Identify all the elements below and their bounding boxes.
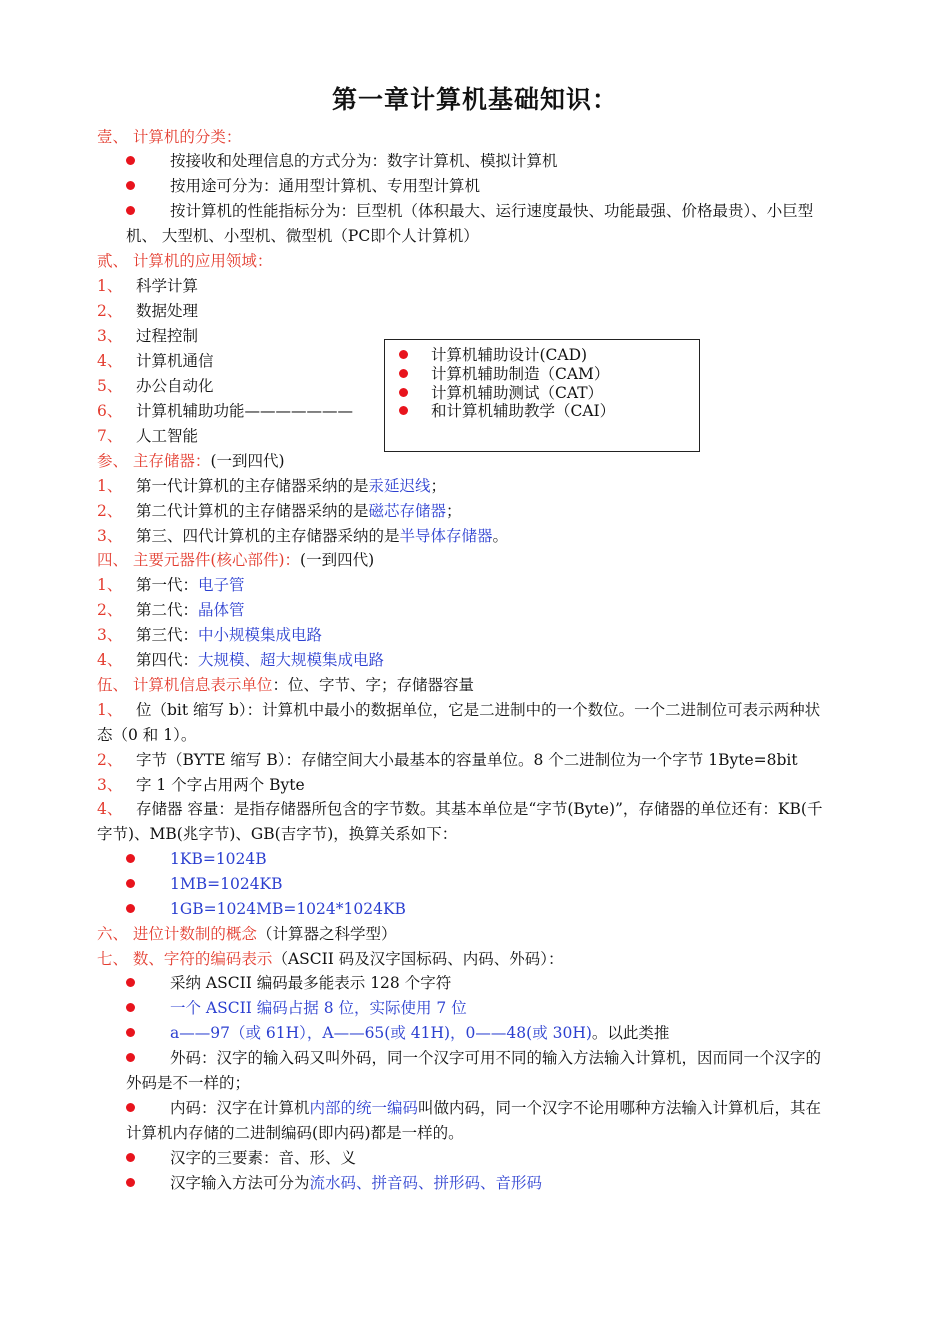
s3-num: 2、 [97, 502, 123, 520]
section-3-heading: 参、 主存储器：(一到四代) [97, 452, 285, 470]
box-item: 计算机辅助设计(CAD) [431, 346, 588, 364]
s3-item: 第二代计算机的主存储器采纳的是磁芯存储器； [136, 502, 462, 520]
s4-num: 4、 [97, 651, 123, 669]
s5-item-2: 字节（BYTE 缩写 B）：存储空间大小最基本的容量单位。8 个二进制位为一个字节 1Byte=8bit [136, 751, 798, 769]
s4-num: 2、 [97, 601, 123, 619]
bullet-icon [126, 904, 135, 913]
s2-item: 人工智能 [136, 427, 199, 445]
box-item: 计算机辅助测试（CAT） [431, 384, 604, 402]
s2-num: 4、 [97, 352, 123, 370]
s2-item: 过程控制 [136, 327, 199, 345]
s7-bullet-3: a——97（或 61H），A——65(或 41H)，0——48(或 30H)。以此类推 [170, 1024, 670, 1042]
section-4-heading: 四、 主要元器件(核心部件)：(一到四代) [97, 551, 375, 569]
s4-num: 1、 [97, 576, 123, 594]
section-1-heading: 壹、 计算机的分类： [97, 128, 242, 146]
s2-num: 6、 [97, 402, 123, 420]
section-2-heading: 贰、 计算机的应用领域： [97, 252, 273, 270]
bullet-icon [126, 854, 135, 863]
s3-item: 第一代计算机的主存储器采纳的是汞延迟线； [136, 477, 447, 495]
bullet-icon [126, 1103, 135, 1112]
s3-num: 3、 [97, 527, 123, 545]
s2-item: 科学计算 [136, 277, 199, 295]
s5-item-4a: 存储器 容量：是指存储器所包含的字节数。其基本单位是“字节(Byte)”，存储器的单位还有：KB(千 [136, 800, 823, 818]
computer-aided-box [384, 339, 700, 452]
bullet-icon [399, 369, 408, 378]
s3-item: 第三、四代计算机的主存储器采纳的是半导体存储器。 [136, 527, 509, 545]
s7-bullet-4a: 外码：汉字的输入码又叫外码，同一个汉字可用不同的输入方法输入计算机，因而同一个汉字的 [170, 1049, 822, 1067]
s5-num: 2、 [97, 751, 123, 769]
page-title: 第一章计算机基础知识： [331, 85, 618, 114]
s7-bullet-5a: 内码：汉字在计算机内部的统一编码叫做内码，同一个汉字不论用哪种方法输入计算机后，其在 [170, 1099, 822, 1117]
s5-num: 4、 [97, 800, 123, 818]
s2-num: 1、 [97, 277, 123, 295]
s7-bullet-4b: 外码是不一样的； [126, 1074, 251, 1092]
s4-item: 第一代：电子管 [136, 576, 245, 594]
bullet-icon [126, 1178, 135, 1187]
s1-bullet-2: 按用途可分为：通用型计算机、专用型计算机 [170, 177, 481, 195]
s2-num: 2、 [97, 302, 123, 320]
box-item: 计算机辅助制造（CAM） [431, 365, 610, 383]
s3-num: 1、 [97, 477, 123, 495]
s5-item-3: 字 1 个字占用两个 Byte [136, 776, 305, 794]
bullet-icon [126, 1153, 135, 1162]
bullet-icon [126, 1053, 135, 1062]
s2-num: 7、 [97, 427, 123, 445]
s7-bullet-2: 一个 ASCII 编码占据 8 位，实际使用 7 位 [170, 999, 467, 1017]
bullet-icon [126, 1028, 135, 1037]
s5-item-1a: 位（bit 缩写 b）：计算机中最小的数据单位，它是二进制中的一个数位。一个二进制位可表示两种状 [136, 701, 821, 719]
s5-item-1b: 态（0 和 1）。 [97, 726, 197, 744]
s4-item: 第四代：大规模、超大规模集成电路 [136, 651, 385, 669]
section-7-heading: 七、 数、字符的编码表示（ASCII 码及汉字国标码、内码、外码）： [97, 950, 564, 968]
s2-item: 计算机通信 [136, 352, 214, 370]
bullet-icon [399, 388, 408, 397]
s7-bullet-1: 采纳 ASCII 编码最多能表示 128 个字符 [170, 974, 452, 992]
bullet-icon [399, 350, 408, 359]
bullet-icon [126, 206, 135, 215]
s2-item: 数据处理 [136, 302, 199, 320]
conversion-item: 1MB=1024KB [170, 875, 283, 893]
bullet-icon [126, 978, 135, 987]
s2-num: 3、 [97, 327, 123, 345]
s4-item: 第三代：中小规模集成电路 [136, 626, 323, 644]
s1-bullet-3a: 按计算机的性能指标分为：巨型机（体积最大、运行速度最快、功能最强、价格最贵）、小巨型 [170, 202, 814, 220]
s4-num: 3、 [97, 626, 123, 644]
conversion-item: 1KB=1024B [170, 850, 267, 868]
s1-bullet-3b: 机、 大型机、小型机、微型机（PC即个人计算机） [126, 227, 479, 245]
s1-bullet-1: 按接收和处理信息的方式分为：数字计算机、模拟计算机 [170, 152, 558, 170]
s7-bullet-7: 汉字输入方法可分为流水码、拼音码、拼形码、音形码 [170, 1174, 543, 1192]
s5-item-4b: 字节)、MB(兆字节)、GB(吉字节)，换算关系如下： [97, 825, 458, 843]
s2-item: 计算机辅助功能——————— [136, 402, 354, 420]
section-5-heading: 伍、 计算机信息表示单位：位、字节、字；存储器容量 [97, 676, 474, 694]
bullet-icon [126, 181, 135, 190]
s5-num: 1、 [97, 701, 123, 719]
box-item: 和计算机辅助教学（CAI） [431, 402, 616, 420]
conversion-item: 1GB=1024MB=1024*1024KB [170, 900, 406, 918]
bullet-icon [399, 406, 408, 415]
s2-num: 5、 [97, 377, 123, 395]
section-6-heading: 六、 进位计数制的概念（计算器之科学型） [97, 925, 397, 943]
bullet-icon [126, 1003, 135, 1012]
s5-num: 3、 [97, 776, 123, 794]
s2-item: 办公自动化 [136, 377, 214, 395]
s7-bullet-6: 汉字的三要素：音、形、义 [170, 1149, 357, 1167]
s4-item: 第二代：晶体管 [136, 601, 245, 619]
s7-bullet-5b: 计算机内存储的二进制编码(即内码)都是一样的。 [126, 1124, 464, 1142]
bullet-icon [126, 879, 135, 888]
bullet-icon [126, 156, 135, 165]
